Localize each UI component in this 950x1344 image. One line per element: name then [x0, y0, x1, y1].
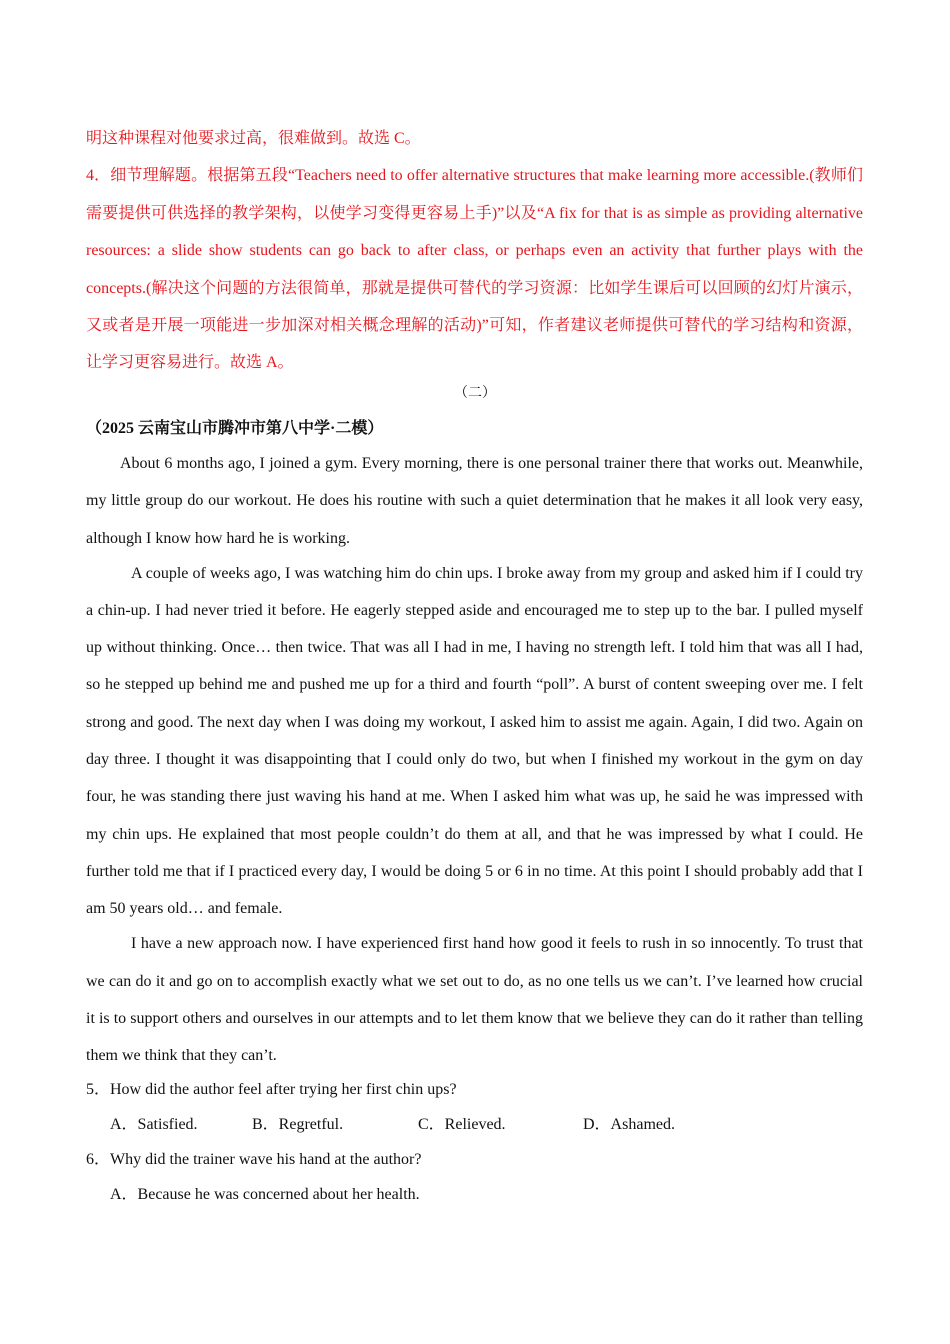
question-6-option-a[interactable]: A．Because he was concerned about her health.	[110, 1186, 420, 1203]
passage-paragraph-1: About 6 months ago, I joined a gym. Every morning, there is one personal trainer there that works out. Meanwhile, my little group do our workout. He does his routine with such a quiet determination that he makes it all look very easy, although I know how hard he is working.	[86, 455, 863, 547]
question-5-stem: 5．How did the author feel after trying her first chin ups?	[86, 1081, 457, 1098]
question-5-option-a[interactable]: A．Satisfied.	[110, 1116, 198, 1133]
question-5-option-c[interactable]: C．Relieved.	[418, 1116, 506, 1133]
section-number: （二）	[454, 386, 496, 401]
answer-explanation	[86, 120, 863, 382]
question-5-options	[86, 1107, 863, 1142]
question-6-stem: 6．Why did the trainer wave his hand at the author?	[86, 1151, 422, 1168]
question-list	[86, 1072, 863, 1212]
answer-line-q3-end: 明这种课程对他要求过高，很难做到。故选 C。	[86, 130, 421, 147]
passage-paragraph-3: I have a new approach now. I have experienced first hand how good it feels to rush in so innocently. To trust that we can do it and go on to accomplish exactly what we set out to do, as no one tells us we can’t. I’ve learned how crucial it is to support others and ourselves in our attempts and to let them know that we believe they can do it rather than telling them we think that they can’t.	[86, 935, 863, 1065]
passage-paragraph-2: A couple of weeks ago, I was watching him do chin ups. I broke away from my group and asked him if I could try a chin-up. I had never tried it before. He eagerly stepped aside and encouraged me to step up to the bar. I pulled myself up without thinking. Once… then twice. That was all I had in me, I having no strength left. I told him that was all I had, so he stepped up behind me and pushed me up for a third and fourth “poll”. A burst of content sweeping over me. I felt strong and good. The next day when I was doing my workout, I asked him to assist me again. Again, I did two. Again on day three. I thought it was disappointing that I could only do two, but when I finished my workout in the gym on day four, he was standing there just waving his hand at me. When I asked him what was up, he said he was impressed with my chin ups. He explained that most people couldn’t do them at all, and that he was impressed by what I could. He further told me that if I practiced every day, I would be doing 5 or 6 in no time. At this point I should probably add that I am 50 years old… and female.	[86, 564, 863, 918]
passage-source: （2025 云南宝山市腾冲市第八中学·二模）	[86, 420, 384, 437]
reading-passage	[86, 445, 863, 1072]
question-5-option-b[interactable]: B．Regretful.	[252, 1116, 344, 1133]
answer-q4-explanation: 4．细节理解题。根据第五段“Teachers need to offer alternative structures that make learning more accessible.(教师们需要提供可供选择的教学架构，以使学习变得更容易上手)”以及“A fix for that is as simple as providing alternative resources: a slide show students can go back to after class, or perhaps even an activity that further plays with the concepts.(解决这个问题的方法很简单，那就是提供可替代的学习资源：比如学生课后可以回顾的幻灯片演示，又或者是开展一项能进一步加深对相关概念理解的活动)”可知，作者建议老师提供可替代的学习结构和资源，让学习更容易进行。故选 A。	[86, 167, 863, 372]
question-5-option-d[interactable]: D．Ashamed.	[583, 1116, 675, 1133]
